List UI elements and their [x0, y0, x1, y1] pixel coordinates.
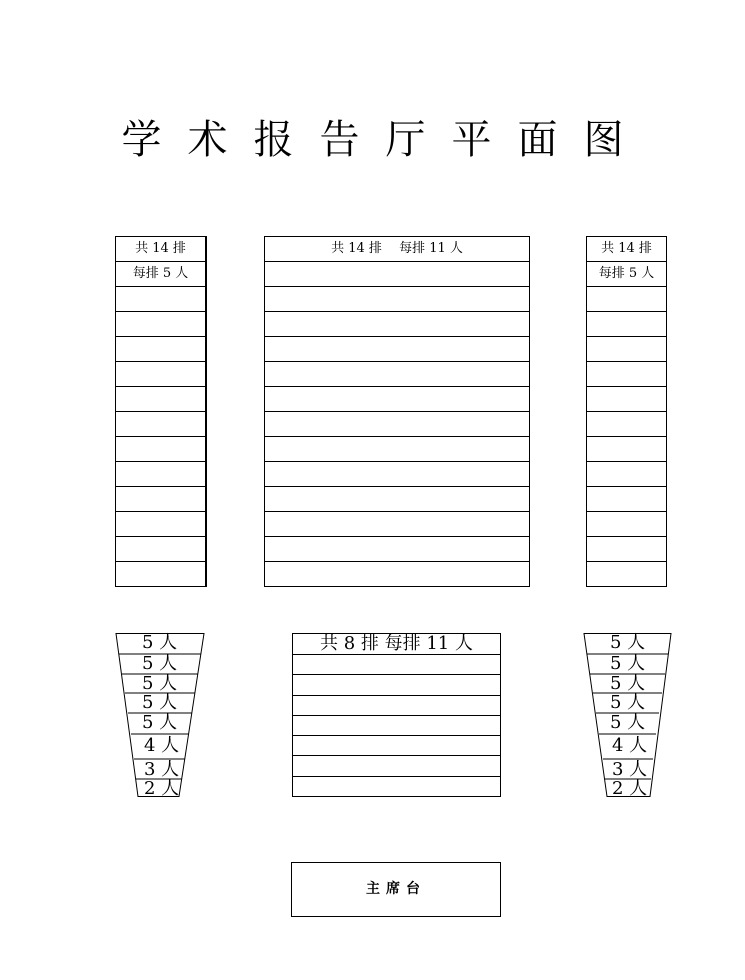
seat-row	[265, 562, 530, 587]
upper-center-label: 共 14 排 每排 11 人	[265, 237, 530, 262]
seat-row	[293, 777, 501, 797]
lower-left-row-label: 5 人	[142, 673, 178, 694]
seat-row	[293, 675, 501, 695]
lower-right-row-label: 4 人	[612, 735, 648, 756]
lower-left-row-label: 5 人	[142, 632, 178, 653]
seat-row	[116, 487, 207, 512]
seat-row	[116, 337, 207, 362]
lower-right-row-label: 3 人	[612, 759, 648, 780]
seat-row	[116, 462, 207, 487]
seat-row	[587, 337, 667, 362]
seat-row	[265, 262, 530, 287]
seat-row	[587, 437, 667, 462]
page-title: 学术报告厅平面图	[121, 117, 650, 163]
upper-left-rows-label: 共 14 排	[116, 237, 207, 262]
upper-right-rows-label: 共 14 排	[587, 237, 667, 262]
lower-left-row-label: 3 人	[144, 759, 180, 780]
seat-row	[116, 362, 207, 387]
seat-row	[265, 487, 530, 512]
seat-row	[116, 412, 207, 437]
seat-row	[587, 537, 667, 562]
seat-row	[587, 462, 667, 487]
upper-center-seating-block	[264, 236, 530, 587]
seat-row	[116, 537, 207, 562]
seat-row	[587, 487, 667, 512]
lower-center-label: 共 8 排 每排 11 人	[293, 634, 501, 655]
seat-row	[265, 362, 530, 387]
lower-center-seating-block	[292, 633, 501, 797]
seat-row	[293, 696, 501, 716]
upper-right-seating-block	[586, 236, 667, 587]
lower-left-row-label: 4 人	[144, 735, 180, 756]
seat-row	[116, 312, 207, 337]
seat-row	[116, 437, 207, 462]
lower-left-row-label: 5 人	[142, 653, 178, 674]
seat-row	[293, 655, 501, 675]
seat-row	[587, 412, 667, 437]
seat-row	[265, 287, 530, 312]
upper-left-seating-block	[115, 236, 207, 587]
seat-row	[293, 736, 501, 756]
lower-right-row-label: 5 人	[610, 632, 646, 653]
seat-row	[265, 462, 530, 487]
seat-row	[293, 756, 501, 776]
lower-right-row-label: 2 人	[612, 778, 648, 799]
seat-row	[265, 537, 530, 562]
seat-row	[293, 716, 501, 736]
upper-right-seats-label: 每排 5 人	[587, 262, 667, 287]
seat-row	[265, 412, 530, 437]
seat-row	[116, 387, 207, 412]
lower-left-row-label: 2 人	[144, 778, 180, 799]
seat-row	[587, 312, 667, 337]
lower-right-row-label: 5 人	[610, 653, 646, 674]
seat-row	[587, 512, 667, 537]
seat-row	[265, 512, 530, 537]
lower-left-row-label: 5 人	[142, 712, 178, 733]
seat-row	[265, 437, 530, 462]
seat-row	[116, 512, 207, 537]
seat-row	[116, 287, 207, 312]
seat-row	[587, 562, 667, 587]
upper-left-seats-label: 每排 5 人	[116, 262, 207, 287]
seat-row	[587, 387, 667, 412]
lower-right-row-label: 5 人	[610, 712, 646, 733]
seat-row	[587, 362, 667, 387]
lower-right-row-label: 5 人	[610, 692, 646, 713]
podium: 主席台	[291, 862, 501, 917]
seat-row	[265, 312, 530, 337]
lower-right-row-label: 5 人	[610, 673, 646, 694]
seat-row	[587, 287, 667, 312]
seat-row	[265, 387, 530, 412]
lower-left-row-label: 5 人	[142, 692, 178, 713]
seat-row	[116, 562, 207, 587]
seat-row	[265, 337, 530, 362]
